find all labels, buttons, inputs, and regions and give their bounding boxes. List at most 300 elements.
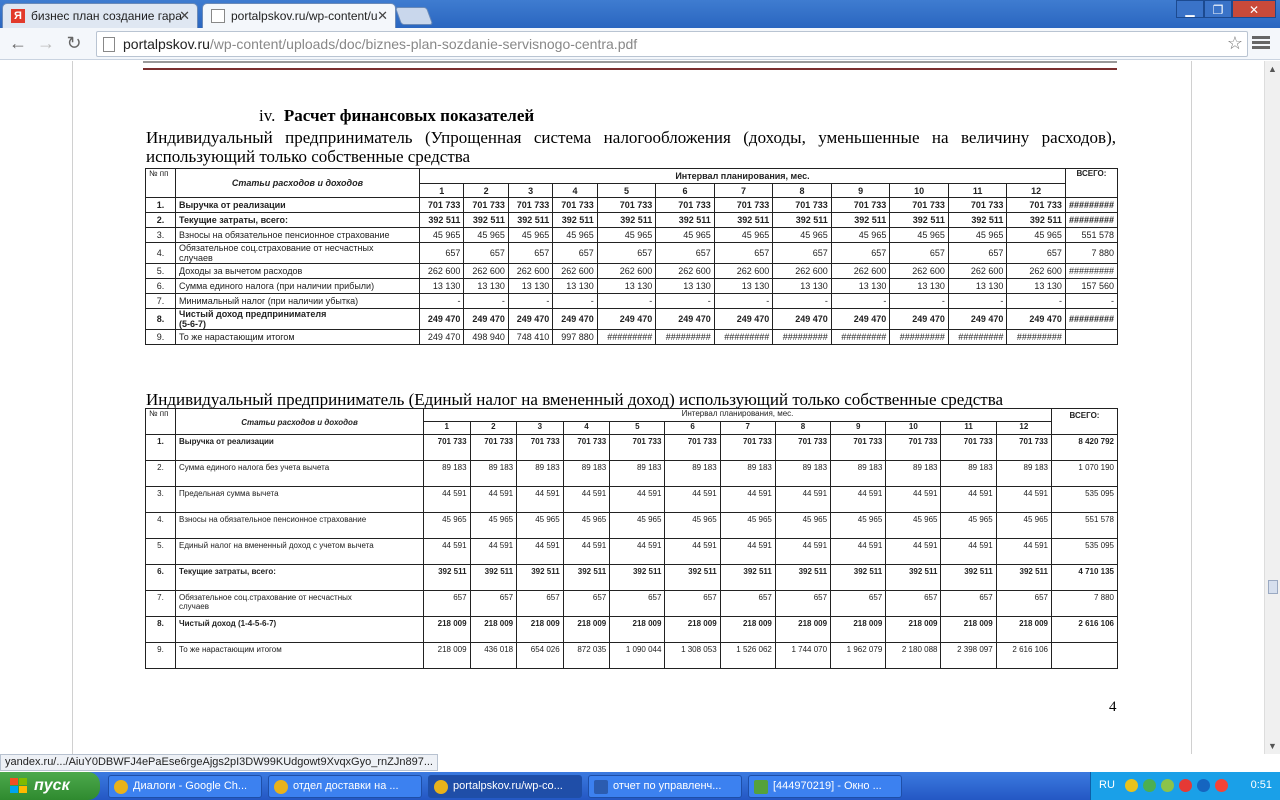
month-value: 45 965 xyxy=(775,513,830,539)
month-value: 657 xyxy=(610,591,665,617)
month-value: 262 600 xyxy=(773,264,832,279)
page-number: 4 xyxy=(1109,699,1117,715)
window-controls xyxy=(1176,0,1276,20)
month-value: - xyxy=(831,294,890,309)
month-value: 748 410 xyxy=(508,330,552,345)
month-value: 657 xyxy=(996,591,1051,617)
language-indicator[interactable]: RU xyxy=(1099,779,1115,791)
month-value: 701 733 xyxy=(775,435,830,461)
taskbar-button-delivery[interactable] xyxy=(268,775,422,798)
row-label-text: Сумма единого налога (при наличии прибыли) xyxy=(179,281,375,291)
table-usn xyxy=(145,168,1118,345)
month-value: 657 xyxy=(948,243,1007,264)
month-value: 13 130 xyxy=(656,279,715,294)
row-label-text: случаев xyxy=(179,253,213,263)
row-label-text: Чистый доход предпринимателя xyxy=(179,309,327,319)
month-value: 45 965 xyxy=(720,513,775,539)
month-value: 701 733 xyxy=(470,435,517,461)
month-value: 701 733 xyxy=(424,435,471,461)
month-value: 45 965 xyxy=(517,513,564,539)
month-value: 249 470 xyxy=(1007,309,1066,330)
month-value: 44 591 xyxy=(775,487,830,513)
month-value: 13 130 xyxy=(831,279,890,294)
month-value: 45 965 xyxy=(941,513,996,539)
taskbar-button-label: отчет по управленч... xyxy=(613,780,722,792)
month-value: 249 470 xyxy=(831,309,890,330)
taskbar-button-dialogs[interactable] xyxy=(108,775,262,798)
month-value: 701 733 xyxy=(610,435,665,461)
row-label xyxy=(176,617,424,643)
row-number: 3. xyxy=(146,487,176,513)
month-header: 7 xyxy=(720,422,775,435)
scroll-down-icon[interactable]: ▼ xyxy=(1268,741,1277,751)
month-value: - xyxy=(948,294,1007,309)
table-row xyxy=(146,487,1118,513)
month-value: 45 965 xyxy=(420,228,464,243)
month-value: 249 470 xyxy=(597,309,656,330)
row-label xyxy=(176,487,424,513)
month-header: 8 xyxy=(775,422,830,435)
month-value: - xyxy=(890,294,949,309)
month-value: - xyxy=(553,294,597,309)
row-total: 157 560 xyxy=(1065,279,1117,294)
month-value: 44 591 xyxy=(941,539,996,565)
month-value: 89 183 xyxy=(720,461,775,487)
month-value: 1 744 070 xyxy=(775,643,830,669)
page-icon xyxy=(103,37,115,52)
month-header: 6 xyxy=(665,422,720,435)
row-number: 2. xyxy=(146,461,176,487)
taskbar-button-label: portalpskov.ru/wp-co... xyxy=(453,780,563,792)
month-value: 701 733 xyxy=(714,198,773,213)
month-value: 89 183 xyxy=(831,461,886,487)
month-value: 657 xyxy=(508,243,552,264)
taskbar-button-label: Диалоги - Google Ch... xyxy=(133,780,248,792)
month-value: 249 470 xyxy=(420,309,464,330)
month-value: ######### xyxy=(773,330,832,345)
month-value: 89 183 xyxy=(886,461,941,487)
month-header: 6 xyxy=(656,184,715,198)
antivirus-icon[interactable] xyxy=(1161,779,1174,792)
month-header: 3 xyxy=(508,184,552,198)
row-number: 4. xyxy=(146,513,176,539)
month-value: 262 600 xyxy=(508,264,552,279)
row-label xyxy=(176,539,424,565)
month-value: 45 965 xyxy=(597,228,656,243)
table-row xyxy=(146,309,1118,330)
row-total xyxy=(1065,330,1117,345)
month-header: 12 xyxy=(996,422,1051,435)
row-number: 9. xyxy=(146,643,176,669)
month-value: 657 xyxy=(714,243,773,264)
row-total: 7 880 xyxy=(1065,243,1117,264)
tab-pdf[interactable] xyxy=(202,3,396,28)
month-value: ######### xyxy=(1007,330,1066,345)
reload-button[interactable]: ↻ xyxy=(66,33,82,53)
month-value: 218 009 xyxy=(470,617,517,643)
table-envd xyxy=(145,408,1118,669)
row-number: 2. xyxy=(146,213,176,228)
month-header: 11 xyxy=(948,184,1007,198)
month-value: 701 733 xyxy=(831,435,886,461)
month-header: 10 xyxy=(886,422,941,435)
month-header: 9 xyxy=(831,184,890,198)
month-value: 1 526 062 xyxy=(720,643,775,669)
month-value: 249 470 xyxy=(508,309,552,330)
close-icon[interactable]: ✕ xyxy=(377,8,388,23)
month-value: - xyxy=(656,294,715,309)
clock: 0:51 xyxy=(1250,779,1272,791)
month-header: 5 xyxy=(597,184,656,198)
month-value: 13 130 xyxy=(773,279,832,294)
month-header: 10 xyxy=(890,184,949,198)
row-label-text: Сумма единого налога без учета вычета xyxy=(179,463,330,472)
row-number: 9. xyxy=(146,330,176,345)
month-value: 45 965 xyxy=(948,228,1007,243)
month-value: 45 965 xyxy=(553,228,597,243)
month-value: 392 511 xyxy=(470,565,517,591)
tab-title: бизнес план создание гара xyxy=(31,9,182,23)
row-number: 7. xyxy=(146,294,176,309)
chrome-icon xyxy=(114,780,128,794)
taskbar-button-report[interactable] xyxy=(588,775,742,798)
vertical-scrollbar[interactable] xyxy=(1264,61,1280,754)
tab-yandex[interactable] xyxy=(2,3,198,28)
col-header-total: ВСЕГО: xyxy=(1052,409,1118,435)
taskbar-button-label: отдел доставки на ... xyxy=(293,780,399,792)
col-header-interval: Интервал планирования, мес. xyxy=(420,169,1066,184)
app-tray-icon[interactable] xyxy=(1215,779,1228,792)
month-value: 44 591 xyxy=(470,487,517,513)
col-header-num: № пп xyxy=(146,409,176,435)
row-total: - xyxy=(1065,294,1117,309)
month-value: ######### xyxy=(656,330,715,345)
month-value: ######### xyxy=(948,330,1007,345)
restore-button[interactable]: ❐ xyxy=(1204,0,1232,18)
row-total: 2 616 106 xyxy=(1052,617,1118,643)
row-number: 6. xyxy=(146,565,176,591)
month-value: 44 591 xyxy=(563,539,610,565)
month-value: 701 733 xyxy=(890,198,949,213)
row-label-text: Минимальный налог (при наличии убытка) xyxy=(179,296,359,306)
month-value: 249 470 xyxy=(656,309,715,330)
row-label xyxy=(176,565,424,591)
month-value: 657 xyxy=(831,591,886,617)
month-value: 218 009 xyxy=(517,617,564,643)
month-value: 45 965 xyxy=(610,513,665,539)
month-value: 262 600 xyxy=(948,264,1007,279)
row-label-text: Обязательное соц.страхование от несчастных xyxy=(179,593,352,602)
month-value: 44 591 xyxy=(610,539,665,565)
month-value: 249 470 xyxy=(420,330,464,345)
month-value: 45 965 xyxy=(470,513,517,539)
month-value: 89 183 xyxy=(563,461,610,487)
row-total: ######### xyxy=(1065,264,1117,279)
month-value: 89 183 xyxy=(517,461,564,487)
month-header: 12 xyxy=(1007,184,1066,198)
month-value: 89 183 xyxy=(775,461,830,487)
minimize-button[interactable]: ▁ xyxy=(1176,0,1204,18)
month-value: 218 009 xyxy=(424,643,471,669)
month-value: 44 591 xyxy=(665,487,720,513)
month-value: 89 183 xyxy=(941,461,996,487)
start-label: пуск xyxy=(34,777,70,794)
pdf-viewport xyxy=(0,61,1264,754)
row-total: 535 095 xyxy=(1052,487,1118,513)
month-value: 45 965 xyxy=(508,228,552,243)
table-row xyxy=(146,539,1118,565)
month-value: 218 009 xyxy=(775,617,830,643)
row-label-text: Предельная сумма вычета xyxy=(179,489,279,498)
row-number: 6. xyxy=(146,279,176,294)
month-value: 44 591 xyxy=(996,487,1051,513)
row-label-text: Чистый доход (1-4-5-6-7) xyxy=(179,619,277,628)
month-value: 654 026 xyxy=(517,643,564,669)
month-value: 392 511 xyxy=(665,565,720,591)
month-value: 701 733 xyxy=(941,435,996,461)
month-value: 657 xyxy=(890,243,949,264)
row-total: ######### xyxy=(1065,309,1117,330)
close-window-button[interactable]: ✕ xyxy=(1232,0,1276,18)
table-row xyxy=(146,198,1118,213)
month-value: 657 xyxy=(941,591,996,617)
month-value: 392 511 xyxy=(831,565,886,591)
section-heading: Расчет финансовых показателей xyxy=(283,106,535,125)
month-value: 13 130 xyxy=(1007,279,1066,294)
month-value: 45 965 xyxy=(831,228,890,243)
row-total: 4 710 135 xyxy=(1052,565,1118,591)
month-value: 262 600 xyxy=(420,264,464,279)
url-path: /wp-content/uploads/doc/biznes-plan-sozdanie-servisnogo-centra.pdf xyxy=(209,36,638,52)
month-value: 657 xyxy=(597,243,656,264)
row-label-text: То же нарастающим итогом xyxy=(179,332,295,342)
chrome-icon xyxy=(274,780,288,794)
month-value: 218 009 xyxy=(610,617,665,643)
month-value: 45 965 xyxy=(996,513,1051,539)
row-label-text: Текущие затраты, всего: xyxy=(179,215,289,225)
month-value: 392 511 xyxy=(996,565,1051,591)
month-value: 701 733 xyxy=(420,198,464,213)
row-label xyxy=(176,243,420,264)
month-value: 262 600 xyxy=(1007,264,1066,279)
month-value: - xyxy=(1007,294,1066,309)
row-label xyxy=(176,198,420,213)
section-title xyxy=(259,106,534,126)
month-value: 701 733 xyxy=(553,198,597,213)
row-total: 535 095 xyxy=(1052,539,1118,565)
table-row xyxy=(146,279,1118,294)
month-value: 89 183 xyxy=(470,461,517,487)
month-value: 2 180 088 xyxy=(886,643,941,669)
month-value: 392 511 xyxy=(517,565,564,591)
month-value: 45 965 xyxy=(886,513,941,539)
month-value: 657 xyxy=(553,243,597,264)
month-value: 392 511 xyxy=(720,565,775,591)
month-value: 249 470 xyxy=(714,309,773,330)
new-tab-button[interactable] xyxy=(395,7,434,25)
col-header-article: Статьи расходов и доходов xyxy=(176,409,424,435)
month-value: 392 511 xyxy=(941,565,996,591)
browser-toolbar xyxy=(0,28,1280,60)
month-value: ######### xyxy=(597,330,656,345)
month-value: 657 xyxy=(464,243,508,264)
month-value: 89 183 xyxy=(424,461,471,487)
row-number: 5. xyxy=(146,539,176,565)
month-header: 1 xyxy=(420,184,464,198)
row-label-text: случаев xyxy=(179,602,209,611)
row-number: 1. xyxy=(146,198,176,213)
month-value: 2 398 097 xyxy=(941,643,996,669)
month-value: 262 600 xyxy=(890,264,949,279)
month-value: 13 130 xyxy=(420,279,464,294)
help-icon[interactable] xyxy=(1125,779,1138,792)
browser-tabstrip xyxy=(0,0,1280,28)
month-header: 3 xyxy=(517,422,564,435)
month-value: 657 xyxy=(656,243,715,264)
month-value: 13 130 xyxy=(464,279,508,294)
month-value: 13 130 xyxy=(508,279,552,294)
month-value: 44 591 xyxy=(517,487,564,513)
row-label xyxy=(176,330,420,345)
month-value: 701 733 xyxy=(517,435,564,461)
word-icon xyxy=(594,780,608,794)
month-header: 8 xyxy=(773,184,832,198)
month-value: 657 xyxy=(720,591,775,617)
month-value: 44 591 xyxy=(996,539,1051,565)
month-value: 218 009 xyxy=(831,617,886,643)
month-value: 44 591 xyxy=(720,539,775,565)
scroll-up-icon[interactable]: ▲ xyxy=(1268,64,1277,74)
month-value: 218 009 xyxy=(886,617,941,643)
row-label xyxy=(176,435,424,461)
row-label xyxy=(176,279,420,294)
table-row xyxy=(146,243,1118,264)
row-number: 8. xyxy=(146,309,176,330)
month-value: 392 511 xyxy=(831,213,890,228)
table-row xyxy=(146,228,1118,243)
table-row xyxy=(146,330,1118,345)
month-value: 44 591 xyxy=(424,487,471,513)
month-value: 872 035 xyxy=(563,643,610,669)
month-value: 392 511 xyxy=(464,213,508,228)
month-value: 392 511 xyxy=(890,213,949,228)
table-row xyxy=(146,294,1118,309)
bookmark-star-icon[interactable]: ☆ xyxy=(1226,33,1243,53)
month-value: 249 470 xyxy=(464,309,508,330)
month-value: 701 733 xyxy=(886,435,941,461)
month-value: 392 511 xyxy=(424,565,471,591)
yandex-icon: Я xyxy=(11,9,25,23)
table-row xyxy=(146,264,1118,279)
row-label xyxy=(176,461,424,487)
month-value: 44 591 xyxy=(886,539,941,565)
row-number: 1. xyxy=(146,435,176,461)
month-value: 262 600 xyxy=(464,264,508,279)
volume-icon[interactable] xyxy=(1197,779,1210,792)
scrollbar-thumb[interactable] xyxy=(1268,580,1278,594)
month-value: 44 591 xyxy=(831,539,886,565)
month-header: 1 xyxy=(424,422,471,435)
security-icon[interactable] xyxy=(1179,779,1192,792)
month-value: 89 183 xyxy=(665,461,720,487)
close-icon[interactable]: ✕ xyxy=(179,8,190,23)
row-label-text: Взносы на обязательное пенсионное страхование xyxy=(179,230,390,240)
month-value: 44 591 xyxy=(470,539,517,565)
row-number: 5. xyxy=(146,264,176,279)
month-value: 701 733 xyxy=(996,435,1051,461)
month-value: 392 511 xyxy=(656,213,715,228)
month-value: 249 470 xyxy=(553,309,597,330)
menu-icon[interactable] xyxy=(1252,34,1270,52)
month-value: 657 xyxy=(886,591,941,617)
month-value: - xyxy=(420,294,464,309)
table-row xyxy=(146,617,1118,643)
month-value: 657 xyxy=(775,591,830,617)
taskbar-button-portalpskov[interactable] xyxy=(428,775,582,798)
month-header: 7 xyxy=(714,184,773,198)
month-value: 249 470 xyxy=(890,309,949,330)
row-label xyxy=(176,643,424,669)
month-value: 657 xyxy=(1007,243,1066,264)
month-value: 44 591 xyxy=(665,539,720,565)
month-value: 45 965 xyxy=(665,513,720,539)
month-value: 701 733 xyxy=(464,198,508,213)
month-value: 1 308 053 xyxy=(665,643,720,669)
col-header-total: ВСЕГО: xyxy=(1065,169,1117,198)
network-icon[interactable] xyxy=(1143,779,1156,792)
row-total: ######### xyxy=(1065,198,1117,213)
month-value: - xyxy=(773,294,832,309)
table-row xyxy=(146,591,1118,617)
row-label-text: Обязательное соц.страхование от несчастных xyxy=(179,243,374,253)
month-header: 5 xyxy=(610,422,665,435)
month-value: 392 511 xyxy=(773,213,832,228)
row-label xyxy=(176,309,420,330)
windows-logo-icon xyxy=(10,778,28,794)
forward-button[interactable]: → xyxy=(37,33,55,53)
month-value: 44 591 xyxy=(720,487,775,513)
row-label-text: Взносы на обязательное пенсионное страхование xyxy=(179,515,367,524)
start-button[interactable] xyxy=(0,772,100,800)
taskbar-button-window[interactable] xyxy=(748,775,902,798)
paragraph-usn: Индивидуальный предприниматель (Упрощенная система налогообложения (доходы, уменьшенные на величину расходов), использующий только собственные средства xyxy=(146,128,1116,166)
month-value: - xyxy=(597,294,656,309)
address-bar[interactable] xyxy=(96,31,1248,57)
month-value: 45 965 xyxy=(1007,228,1066,243)
month-value: 701 733 xyxy=(948,198,1007,213)
month-value: 701 733 xyxy=(773,198,832,213)
back-button[interactable]: ← xyxy=(9,33,27,53)
month-value: 701 733 xyxy=(563,435,610,461)
month-value: 218 009 xyxy=(996,617,1051,643)
paragraph-envd: Индивидуальный предприниматель (Единый налог на вмененный доход) использующий только собственные средства xyxy=(146,390,1004,409)
month-header: 2 xyxy=(464,184,508,198)
col-header-article: Статьи расходов и доходов xyxy=(176,169,420,198)
month-value: 44 591 xyxy=(563,487,610,513)
month-value: ######### xyxy=(890,330,949,345)
system-tray xyxy=(1090,772,1280,800)
row-label-text: Выручка от реализации xyxy=(179,437,274,446)
month-value: 218 009 xyxy=(941,617,996,643)
month-value: 13 130 xyxy=(714,279,773,294)
month-value: 44 591 xyxy=(610,487,665,513)
row-label xyxy=(176,513,424,539)
month-value: 392 511 xyxy=(1007,213,1066,228)
month-value: 44 591 xyxy=(775,539,830,565)
chrome-icon xyxy=(434,780,448,794)
row-total: 8 420 792 xyxy=(1052,435,1118,461)
month-header: 4 xyxy=(563,422,610,435)
